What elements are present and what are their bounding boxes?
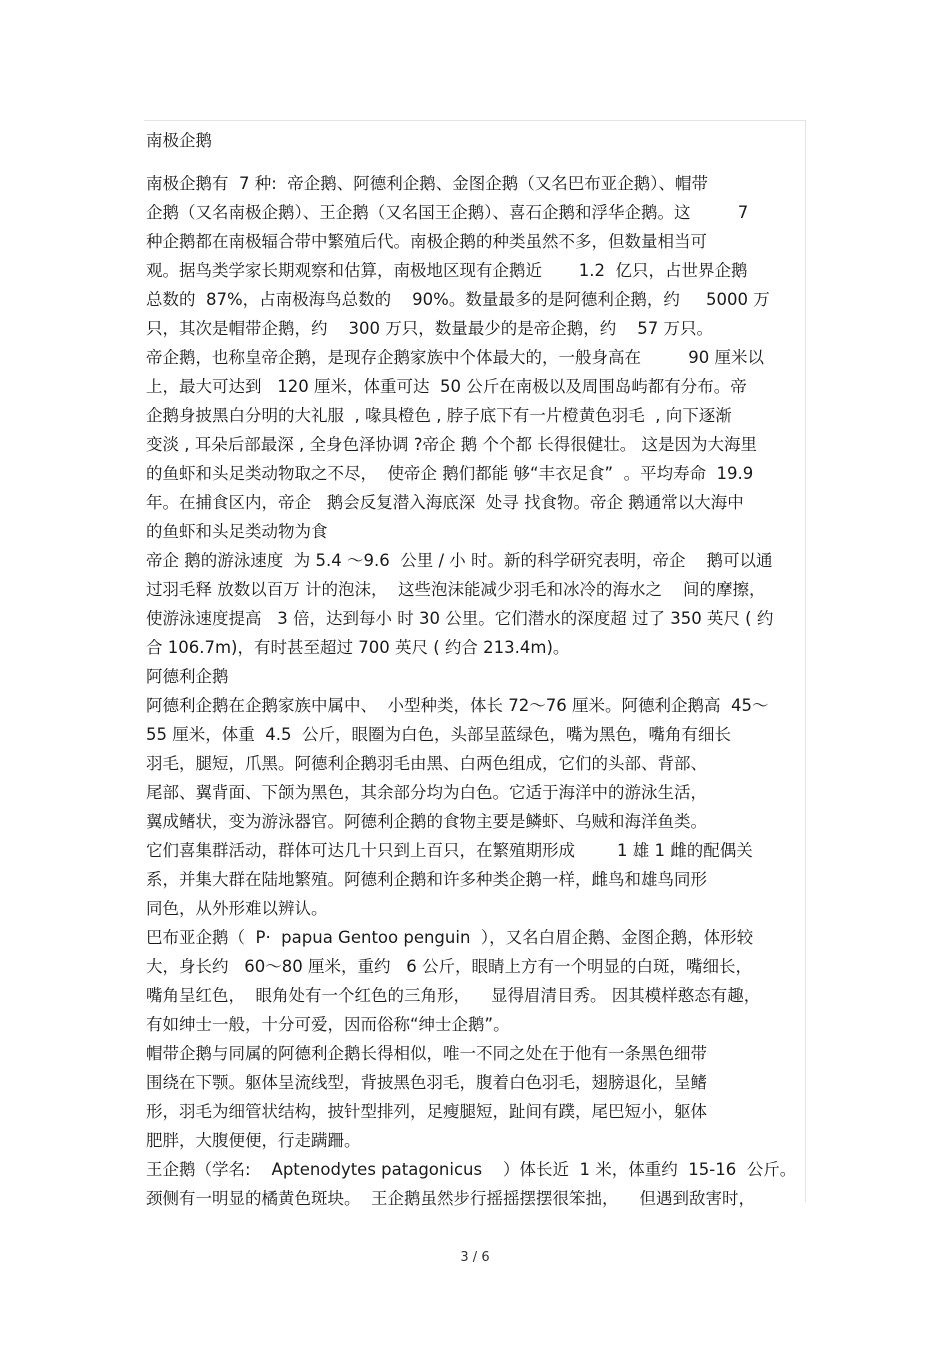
text-line: 有如绅士一般，十分可爱，因而俗称“绅士企鹅”。 [146,1015,510,1034]
text-line: 王企鹅（学名: Aptenodytes patagonicus ）体长近 1 米，体重约 15-16 公斤。 [146,1160,797,1179]
text-line: 变淡 , 耳朵后部最深 , 全身色泽协调 ?帝企 鹅 个个都 长得很健壮。 这是因为大海里 [146,435,757,454]
text-line: 颈侧有一明显的橘黄色斑块。 王企鹅虽然步行摇摇摆摆很笨拙， 但遇到敌害时， [146,1189,755,1208]
text-line: 55 厘米，体重 4.5 公斤，眼圈为白色，头部呈蓝绿色，嘴为黑色，嘴角有细长 [146,725,731,744]
text-line: 合 106.7m)，有时甚至超过 700 英尺 ( 约合 213.4m)。 [146,638,570,657]
page-number: 3 / 6 [460,1250,490,1265]
text-line: 上，最大可达到 120 厘米，体重可达 50 公斤在南极以及周围岛屿都有分布。帝 [146,377,747,396]
document-heading: 南极企鹅 [146,131,212,150]
text-line: 大，身长约 60～80 厘米，重约 6 公斤，眼睛上方有一个明显的白斑，嘴细长， [146,957,752,976]
text-line: 同色，从外形难以辨认。 [146,899,328,918]
text-line: 南极企鹅有 7 种: 帝企鹅、阿德利企鹅、金图企鹅（又名巴布亚企鹅）、帽带 [146,174,709,193]
text-line: 嘴角呈红色， 眼角处有一个红色的三角形， 显得眉清目秀。 因其模样憨态有趣， [146,986,761,1005]
text-line: 帝企 鹅的游泳速度 为 5.4 ～9.6 公里 / 小 时。新的科学研究表明，帝企 鹅可以通 [146,551,773,570]
text-line: 观。据鸟类学家长期观察和估算，南极地区现有企鹅近 1.2 亿只，占世界企鹅 [146,261,748,280]
text-line: 使游泳速度提高 3 倍，达到每小 时 30 公里。它们潜水的深度超 过了 350 英尺 ( 约 [146,609,774,628]
text-line: 企鹅身披黑白分明的大礼服 , 喙具橙色 , 脖子底下有一片橙黄色羽毛 , 向下逐渐 [146,406,732,425]
text-line: 过羽毛释 放数以百万 计的泡沫， 这些泡沫能减少羽毛和冰冷的海水之 间的摩擦， [146,580,766,599]
text-line: 帽带企鹅与同属的阿德利企鹅长得相似，唯一不同之处在于他有一条黑色细带 [146,1044,707,1063]
document-body [146,126,818,1213]
text-line: 阿德利企鹅 [146,667,229,686]
text-line: 帝企鹅，也称皇帝企鹅，是现存企鹅家族中个体最大的，一般身高在 90 厘米以 [146,348,764,367]
text-line: 围绕在下颚。躯体呈流线型，背披黑色羽毛，腹着白色羽毛，翅膀退化，呈鳍 [146,1073,707,1092]
text-line: 总数的 87%，占南极海鸟总数的 90%。数量最多的是阿德利企鹅，约 5000 万 [146,290,770,309]
text-line: 阿德利企鹅在企鹅家族中属中、 小型种类，体长 72～76 厘米。阿德利企鹅高 45～ [146,696,769,715]
text-line: 的鱼虾和头足类动物为食 [146,522,328,541]
text-line: 只，其次是帽带企鹅，约 300 万只，数量最少的是帝企鹅，约 57 万只。 [146,319,713,338]
text-line: 它们喜集群活动，群体可达几十只到上百只，在繁殖期形成 1 雄 1 雌的配偶关 [146,841,753,860]
text-line: 系，并集大群在陆地繁殖。阿德利企鹅和许多种类企鹅一样，雌鸟和雄鸟同形 [146,870,707,889]
text-line: 的鱼虾和头足类动物取之不尽， 使帝企 鹅们都能 够“丰衣足食” 。平均寿命 19.9 [146,464,754,483]
text-line: 企鹅（又名南极企鹅）、王企鹅（又名国王企鹅）、喜石企鹅和浮华企鹅。这 7 [146,203,749,222]
text-line: 巴布亚企鹅（ P· papua Gentoo penguin ），又名白眉企鹅、金图企鹅，体形较 [146,928,754,947]
document-lines [146,169,818,1213]
text-line: 羽毛，腿短，爪黑。阿德利企鹅羽毛由黑、白两色组成，它们的头部、背部、 [146,754,707,773]
text-line: 形，羽毛为细管状结构，披针型排列，足瘦腿短，趾间有蹼，尾巴短小，躯体 [146,1102,707,1121]
text-line: 尾部、翼背面、下颌为黑色，其余部分均为白色。它适于海洋中的游泳生活， [146,783,707,802]
text-line: 翼成鳍状，变为游泳器官。阿德利企鹅的食物主要是鳞虾、乌贼和海洋鱼类。 [146,812,707,831]
text-line: 肥胖，大腹便便，行走蹒跚。 [146,1131,361,1150]
text-line: 年。在捕食区内，帝企 鹅会反复潜入海底深 处寻 找食物。帝企 鹅通常以大海中 [146,493,744,512]
text-line: 种企鹅都在南极辐合带中繁殖后代。南极企鹅的种类虽然不多，但数量相当可 [146,232,707,251]
